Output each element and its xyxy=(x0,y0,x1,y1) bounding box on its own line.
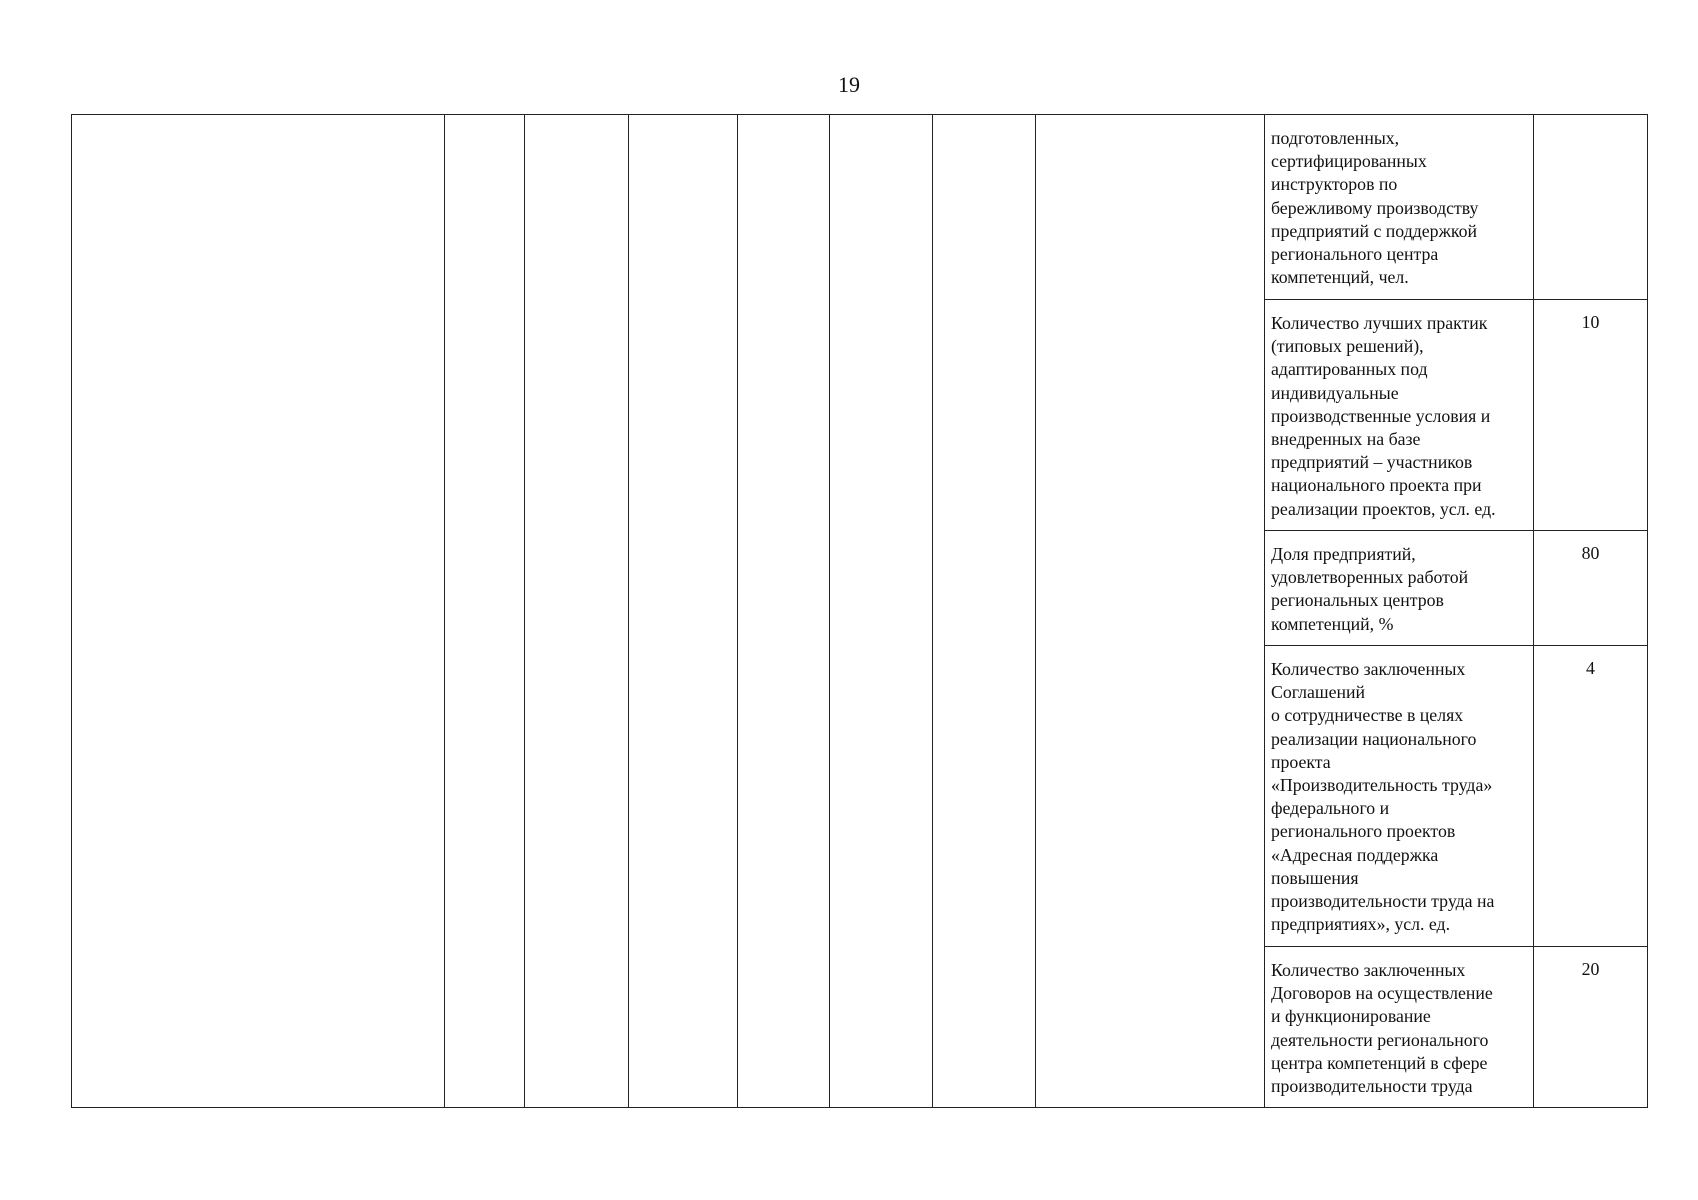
merged-cell-col-7 xyxy=(933,115,1036,1108)
indicator-line: удовлетворенных работой xyxy=(1271,567,1469,588)
indicator-cell xyxy=(1265,646,1534,947)
indicator-line: предприятиях», усл. ед. xyxy=(1271,914,1451,935)
indicator-line: и функционирование xyxy=(1271,1006,1431,1027)
indicator-line: региональных центров xyxy=(1271,590,1444,611)
value-cell xyxy=(1534,115,1648,300)
merged-cell-col-1 xyxy=(72,115,445,1108)
indicator-line: индивидуальные xyxy=(1271,382,1399,403)
indicator-line: «Адресная поддержка xyxy=(1271,844,1439,865)
indicator-line: предприятий с поддержкой xyxy=(1271,220,1477,241)
indicator-line: национального проекта при xyxy=(1271,475,1482,496)
merged-cell-col-3 xyxy=(525,115,629,1108)
indicator-line: Количество заключенных xyxy=(1271,960,1466,980)
merged-cell-col-6 xyxy=(830,115,933,1108)
indicator-line: производительности труда на xyxy=(1271,891,1495,912)
indicator-cell xyxy=(1265,947,1534,1108)
indicator-line: компетенций, чел. xyxy=(1271,267,1409,288)
merged-cell-col-8 xyxy=(1036,115,1265,1108)
indicator-line: подготовленных, xyxy=(1271,128,1400,148)
indicator-cell xyxy=(1265,531,1534,646)
merged-cell-col-2 xyxy=(445,115,525,1108)
indicator-line: Соглашений xyxy=(1271,682,1366,703)
indicator-line: сертифицированных xyxy=(1271,151,1427,172)
value-cell: 80 xyxy=(1534,531,1648,646)
value-cell: 10 xyxy=(1534,300,1648,531)
indicator-line: инструкторов по xyxy=(1271,174,1398,195)
value-cell: 4 xyxy=(1534,646,1648,947)
indicator-line: повышения xyxy=(1271,867,1359,888)
indicator-line: (типовых решений), xyxy=(1271,336,1424,357)
page-number: 19 xyxy=(838,72,860,97)
indicator-line: компетенций, % xyxy=(1271,613,1394,634)
indicator-line: внедренных на базе xyxy=(1271,429,1421,450)
indicator-line: Количество заключенных xyxy=(1271,659,1466,679)
indicator-line: проекта xyxy=(1271,751,1331,772)
indicator-line: производственные условия и xyxy=(1271,405,1491,426)
value-cell: 20 xyxy=(1534,947,1648,1108)
indicator-cell xyxy=(1265,115,1534,300)
merged-cell-col-4 xyxy=(629,115,738,1108)
indicator-line: «Производительность труда» xyxy=(1271,775,1493,796)
indicator-line: производительности труда xyxy=(1271,1076,1473,1097)
indicator-line: центра компетенций в сфере xyxy=(1271,1052,1488,1073)
indicator-line: о сотрудничестве в целях xyxy=(1271,705,1464,726)
indicator-cell xyxy=(1265,300,1534,531)
indicator-line: регионального проектов xyxy=(1271,821,1456,842)
table-row xyxy=(72,115,1648,300)
indicator-line: бережливому производству xyxy=(1271,197,1479,218)
indicator-line: регионального центра xyxy=(1271,244,1439,265)
indicator-line: реализации национального xyxy=(1271,728,1477,749)
indicator-line: адаптированных под xyxy=(1271,359,1428,380)
indicator-line: Количество лучших практик xyxy=(1271,313,1488,333)
indicator-line: деятельности регионального xyxy=(1271,1029,1489,1050)
indicators-table xyxy=(71,114,1648,1108)
indicator-line: федерального и xyxy=(1271,798,1390,819)
indicator-line: Доля предприятий, xyxy=(1271,544,1416,564)
indicator-line: Договоров на осуществление xyxy=(1271,983,1493,1004)
indicator-line: предприятий – участников xyxy=(1271,452,1473,473)
indicator-line: реализации проектов, усл. ед. xyxy=(1271,498,1496,519)
merged-cell-col-5 xyxy=(738,115,830,1108)
